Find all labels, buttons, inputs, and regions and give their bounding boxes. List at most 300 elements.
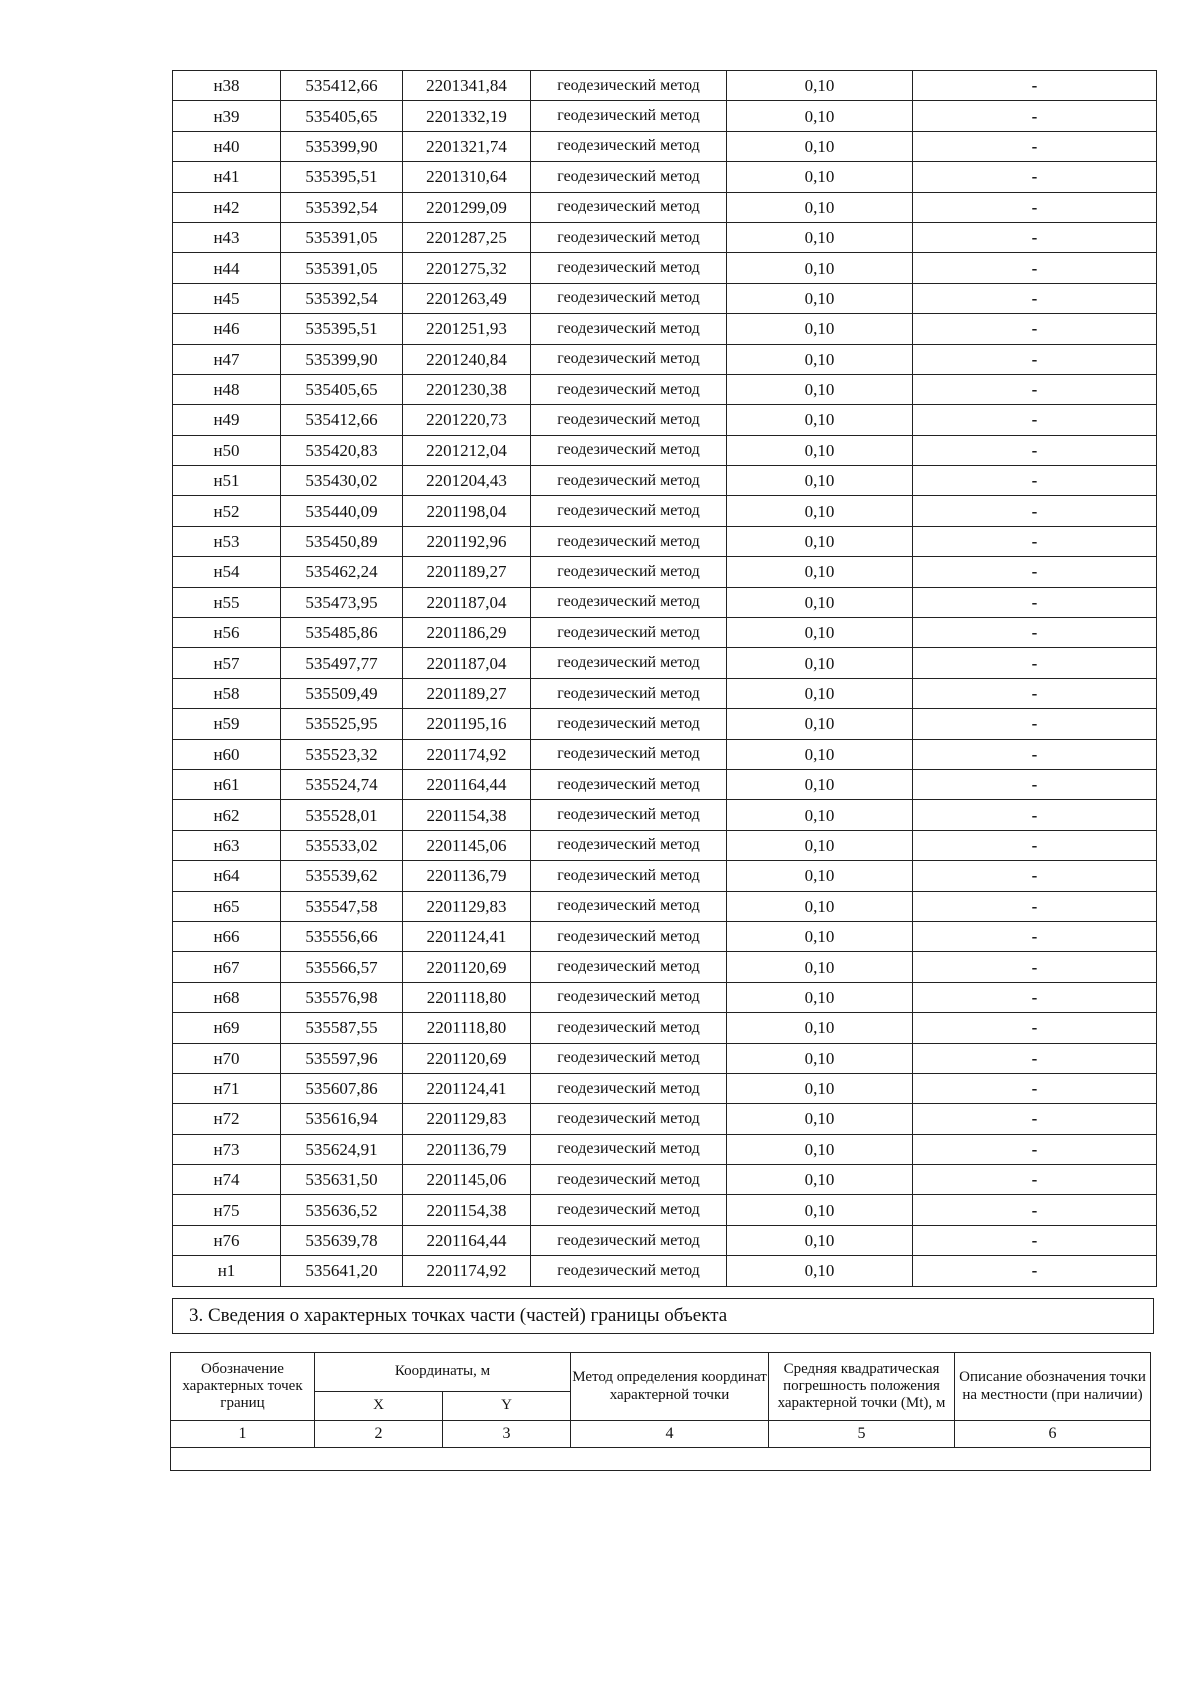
accuracy-cell: 0,10 <box>727 222 913 252</box>
header-coordinates: Координаты, м <box>315 1353 571 1392</box>
table-row <box>173 1073 1157 1103</box>
point-id-cell: н51 <box>173 466 281 496</box>
point-id-cell: н59 <box>173 709 281 739</box>
coord-x-cell: 535391,05 <box>281 253 403 283</box>
table-row <box>173 648 1157 678</box>
point-id-cell: н69 <box>173 1013 281 1043</box>
coord-y-cell: 2201145,06 <box>403 830 531 860</box>
column-number-2: 2 <box>315 1421 443 1448</box>
point-id-cell: н64 <box>173 861 281 891</box>
description-cell: - <box>913 800 1157 830</box>
method-cell: геодезический метод <box>531 1256 727 1286</box>
coord-x-cell: 535639,78 <box>281 1225 403 1255</box>
point-id-cell: н50 <box>173 435 281 465</box>
description-cell: - <box>913 344 1157 374</box>
coord-y-cell: 2201341,84 <box>403 71 531 101</box>
accuracy-cell: 0,10 <box>727 526 913 556</box>
coord-y-cell: 2201204,43 <box>403 466 531 496</box>
description-cell: - <box>913 253 1157 283</box>
point-id-cell: н67 <box>173 952 281 982</box>
coord-y-cell: 2201164,44 <box>403 769 531 799</box>
coord-y-cell: 2201332,19 <box>403 101 531 131</box>
method-cell: геодезический метод <box>531 1195 727 1225</box>
point-id-cell: н74 <box>173 1165 281 1195</box>
description-cell: - <box>913 496 1157 526</box>
table-row <box>173 192 1157 222</box>
empty-cell <box>171 1448 1151 1471</box>
coord-y-cell: 2201195,16 <box>403 709 531 739</box>
coord-x-cell: 535636,52 <box>281 1195 403 1225</box>
column-number-5: 5 <box>769 1421 955 1448</box>
point-id-cell: н65 <box>173 891 281 921</box>
coord-x-cell: 535556,66 <box>281 921 403 951</box>
method-cell: геодезический метод <box>531 800 727 830</box>
boundary-points-table <box>172 70 1157 1287</box>
accuracy-cell: 0,10 <box>727 648 913 678</box>
coord-y-cell: 2201186,29 <box>403 618 531 648</box>
table-row <box>173 466 1157 496</box>
accuracy-cell: 0,10 <box>727 1104 913 1134</box>
coord-x-cell: 535616,94 <box>281 1104 403 1134</box>
method-cell: геодезический метод <box>531 314 727 344</box>
description-cell: - <box>913 830 1157 860</box>
table-row <box>173 101 1157 131</box>
description-cell: - <box>913 162 1157 192</box>
description-cell: - <box>913 1256 1157 1286</box>
table-row <box>173 1225 1157 1255</box>
coord-y-cell: 2201120,69 <box>403 952 531 982</box>
method-cell: геодезический метод <box>531 1134 727 1164</box>
accuracy-cell: 0,10 <box>727 1225 913 1255</box>
accuracy-cell: 0,10 <box>727 1013 913 1043</box>
table-row <box>173 587 1157 617</box>
description-cell: - <box>913 587 1157 617</box>
column-number-3: 3 <box>443 1421 571 1448</box>
accuracy-cell: 0,10 <box>727 618 913 648</box>
point-id-cell: н46 <box>173 314 281 344</box>
method-cell: геодезический метод <box>531 222 727 252</box>
description-cell: - <box>913 1013 1157 1043</box>
coord-y-cell: 2201321,74 <box>403 131 531 161</box>
method-cell: геодезический метод <box>531 405 727 435</box>
coord-x-cell: 535420,83 <box>281 435 403 465</box>
coord-y-cell: 2201251,93 <box>403 314 531 344</box>
point-id-cell: н54 <box>173 557 281 587</box>
point-id-cell: н68 <box>173 982 281 1012</box>
description-cell: - <box>913 71 1157 101</box>
method-cell: геодезический метод <box>531 283 727 313</box>
table-row <box>173 861 1157 891</box>
method-cell: геодезический метод <box>531 769 727 799</box>
header-point-designation: Обозначение характерных точек границ <box>171 1353 315 1421</box>
point-id-cell: н63 <box>173 830 281 860</box>
coord-y-cell: 2201154,38 <box>403 1195 531 1225</box>
description-cell: - <box>913 466 1157 496</box>
description-cell: - <box>913 1043 1157 1073</box>
method-cell: геодезический метод <box>531 344 727 374</box>
coord-x-cell: 535528,01 <box>281 800 403 830</box>
coord-y-cell: 2201287,25 <box>403 222 531 252</box>
description-cell: - <box>913 526 1157 556</box>
accuracy-cell: 0,10 <box>727 253 913 283</box>
description-cell: - <box>913 1165 1157 1195</box>
coord-y-cell: 2201124,41 <box>403 1073 531 1103</box>
accuracy-cell: 0,10 <box>727 283 913 313</box>
point-id-cell: н38 <box>173 71 281 101</box>
coord-x-cell: 535524,74 <box>281 769 403 799</box>
method-cell: геодезический метод <box>531 587 727 617</box>
point-id-cell: н73 <box>173 1134 281 1164</box>
accuracy-cell: 0,10 <box>727 71 913 101</box>
description-cell: - <box>913 921 1157 951</box>
table-row <box>173 678 1157 708</box>
accuracy-cell: 0,10 <box>727 891 913 921</box>
description-cell: - <box>913 1073 1157 1103</box>
column-number-4: 4 <box>571 1421 769 1448</box>
table-row <box>173 891 1157 921</box>
coord-x-cell: 535395,51 <box>281 314 403 344</box>
point-id-cell: н76 <box>173 1225 281 1255</box>
coord-y-cell: 2201220,73 <box>403 405 531 435</box>
coord-x-cell: 535440,09 <box>281 496 403 526</box>
point-id-cell: н47 <box>173 344 281 374</box>
coord-x-cell: 535631,50 <box>281 1165 403 1195</box>
description-cell: - <box>913 435 1157 465</box>
accuracy-cell: 0,10 <box>727 557 913 587</box>
point-id-cell: н43 <box>173 222 281 252</box>
description-cell: - <box>913 648 1157 678</box>
coord-y-cell: 2201174,92 <box>403 1256 531 1286</box>
table-row <box>173 71 1157 101</box>
table-row <box>173 283 1157 313</box>
table-row <box>173 1013 1157 1043</box>
table-row <box>173 162 1157 192</box>
coord-x-cell: 535624,91 <box>281 1134 403 1164</box>
coord-y-cell: 2201136,79 <box>403 861 531 891</box>
table-row <box>173 131 1157 161</box>
description-cell: - <box>913 1104 1157 1134</box>
method-cell: геодезический метод <box>531 253 727 283</box>
accuracy-cell: 0,10 <box>727 952 913 982</box>
table-row <box>173 709 1157 739</box>
description-cell: - <box>913 405 1157 435</box>
accuracy-cell: 0,10 <box>727 1195 913 1225</box>
accuracy-cell: 0,10 <box>727 1134 913 1164</box>
accuracy-cell: 0,10 <box>727 496 913 526</box>
method-cell: геодезический метод <box>531 648 727 678</box>
coord-y-cell: 2201189,27 <box>403 678 531 708</box>
method-cell: геодезический метод <box>531 618 727 648</box>
method-cell: геодезический метод <box>531 557 727 587</box>
accuracy-cell: 0,10 <box>727 830 913 860</box>
table-row <box>173 982 1157 1012</box>
description-cell: - <box>913 1195 1157 1225</box>
coord-x-cell: 535405,65 <box>281 101 403 131</box>
accuracy-cell: 0,10 <box>727 374 913 404</box>
table-row <box>173 739 1157 769</box>
coord-y-cell: 2201187,04 <box>403 587 531 617</box>
method-cell: геодезический метод <box>531 1165 727 1195</box>
table-row <box>173 222 1157 252</box>
coord-x-cell: 535576,98 <box>281 982 403 1012</box>
coord-x-cell: 535392,54 <box>281 192 403 222</box>
coord-y-cell: 2201120,69 <box>403 1043 531 1073</box>
coord-x-cell: 535566,57 <box>281 952 403 982</box>
table-row <box>173 405 1157 435</box>
method-cell: геодезический метод <box>531 131 727 161</box>
description-cell: - <box>913 618 1157 648</box>
accuracy-cell: 0,10 <box>727 1165 913 1195</box>
accuracy-cell: 0,10 <box>727 344 913 374</box>
point-id-cell: н42 <box>173 192 281 222</box>
description-cell: - <box>913 709 1157 739</box>
description-cell: - <box>913 374 1157 404</box>
coord-y-cell: 2201145,06 <box>403 1165 531 1195</box>
accuracy-cell: 0,10 <box>727 800 913 830</box>
table-row <box>173 1256 1157 1286</box>
coord-y-cell: 2201154,38 <box>403 800 531 830</box>
coord-y-cell: 2201198,04 <box>403 496 531 526</box>
coord-x-cell: 535405,65 <box>281 374 403 404</box>
method-cell: геодезический метод <box>531 435 727 465</box>
table-row <box>173 496 1157 526</box>
point-id-cell: н61 <box>173 769 281 799</box>
coord-y-cell: 2201230,38 <box>403 374 531 404</box>
coord-x-cell: 535539,62 <box>281 861 403 891</box>
point-id-cell: н75 <box>173 1195 281 1225</box>
accuracy-cell: 0,10 <box>727 587 913 617</box>
table-row <box>173 830 1157 860</box>
point-id-cell: н48 <box>173 374 281 404</box>
coord-y-cell: 2201187,04 <box>403 648 531 678</box>
header-y: Y <box>443 1392 571 1421</box>
description-cell: - <box>913 891 1157 921</box>
table-row <box>173 952 1157 982</box>
table-row <box>173 344 1157 374</box>
table-row <box>173 769 1157 799</box>
point-id-cell: н62 <box>173 800 281 830</box>
header-row <box>171 1353 1151 1392</box>
point-id-cell: н57 <box>173 648 281 678</box>
method-cell: геодезический метод <box>531 192 727 222</box>
coord-x-cell: 535412,66 <box>281 71 403 101</box>
point-id-cell: н66 <box>173 921 281 951</box>
description-cell: - <box>913 131 1157 161</box>
accuracy-cell: 0,10 <box>727 314 913 344</box>
point-id-cell: н52 <box>173 496 281 526</box>
table-row <box>173 557 1157 587</box>
method-cell: геодезический метод <box>531 709 727 739</box>
point-id-cell: н44 <box>173 253 281 283</box>
section-3-title: 3. Сведения о характерных точках части (частей) границы объекта <box>172 1298 1154 1334</box>
coord-y-cell: 2201275,32 <box>403 253 531 283</box>
table-row <box>173 526 1157 556</box>
description-cell: - <box>913 739 1157 769</box>
accuracy-cell: 0,10 <box>727 739 913 769</box>
header-accuracy: Средняя квадратическая погрешность положения характерной точки (Mt), м <box>769 1353 955 1421</box>
coord-y-cell: 2201263,49 <box>403 283 531 313</box>
point-id-cell: н72 <box>173 1104 281 1134</box>
table-row <box>173 253 1157 283</box>
coord-x-cell: 535412,66 <box>281 405 403 435</box>
accuracy-cell: 0,10 <box>727 861 913 891</box>
accuracy-cell: 0,10 <box>727 678 913 708</box>
coord-x-cell: 535395,51 <box>281 162 403 192</box>
coord-y-cell: 2201129,83 <box>403 891 531 921</box>
coord-x-cell: 535462,24 <box>281 557 403 587</box>
method-cell: геодезический метод <box>531 1073 727 1103</box>
coord-x-cell: 535533,02 <box>281 830 403 860</box>
accuracy-cell: 0,10 <box>727 921 913 951</box>
point-id-cell: н58 <box>173 678 281 708</box>
method-cell: геодезический метод <box>531 1104 727 1134</box>
method-cell: геодезический метод <box>531 861 727 891</box>
method-cell: геодезический метод <box>531 1225 727 1255</box>
coord-y-cell: 2201174,92 <box>403 739 531 769</box>
point-id-cell: н40 <box>173 131 281 161</box>
coord-x-cell: 535587,55 <box>281 1013 403 1043</box>
part-points-table <box>170 1352 1151 1471</box>
description-cell: - <box>913 678 1157 708</box>
coord-y-cell: 2201240,84 <box>403 344 531 374</box>
coord-y-cell: 2201118,80 <box>403 1013 531 1043</box>
coord-y-cell: 2201189,27 <box>403 557 531 587</box>
accuracy-cell: 0,10 <box>727 982 913 1012</box>
table-row <box>173 435 1157 465</box>
coord-y-cell: 2201192,96 <box>403 526 531 556</box>
table-row <box>173 374 1157 404</box>
column-number-1: 1 <box>171 1421 315 1448</box>
description-cell: - <box>913 769 1157 799</box>
coord-x-cell: 535597,96 <box>281 1043 403 1073</box>
method-cell: геодезический метод <box>531 374 727 404</box>
empty-row <box>171 1448 1151 1471</box>
point-id-cell: н70 <box>173 1043 281 1073</box>
method-cell: геодезический метод <box>531 1013 727 1043</box>
accuracy-cell: 0,10 <box>727 131 913 161</box>
point-id-cell: н71 <box>173 1073 281 1103</box>
coord-x-cell: 535525,95 <box>281 709 403 739</box>
accuracy-cell: 0,10 <box>727 405 913 435</box>
coord-y-cell: 2201299,09 <box>403 192 531 222</box>
coord-y-cell: 2201164,44 <box>403 1225 531 1255</box>
accuracy-cell: 0,10 <box>727 769 913 799</box>
coord-x-cell: 535607,86 <box>281 1073 403 1103</box>
description-cell: - <box>913 192 1157 222</box>
coord-x-cell: 535641,20 <box>281 1256 403 1286</box>
method-cell: геодезический метод <box>531 921 727 951</box>
table-row <box>173 1104 1157 1134</box>
description-cell: - <box>913 861 1157 891</box>
coord-x-cell: 535392,54 <box>281 283 403 313</box>
coord-x-cell: 535399,90 <box>281 344 403 374</box>
table-row <box>173 1195 1157 1225</box>
column-number-6: 6 <box>955 1421 1151 1448</box>
accuracy-cell: 0,10 <box>727 709 913 739</box>
method-cell: геодезический метод <box>531 526 727 556</box>
coord-x-cell: 535509,49 <box>281 678 403 708</box>
method-cell: геодезический метод <box>531 466 727 496</box>
coord-x-cell: 535547,58 <box>281 891 403 921</box>
point-id-cell: н56 <box>173 618 281 648</box>
point-id-cell: н45 <box>173 283 281 313</box>
header-x: X <box>315 1392 443 1421</box>
method-cell: геодезический метод <box>531 982 727 1012</box>
table-row <box>173 314 1157 344</box>
method-cell: геодезический метод <box>531 952 727 982</box>
point-id-cell: н39 <box>173 101 281 131</box>
coord-y-cell: 2201124,41 <box>403 921 531 951</box>
coord-x-cell: 535399,90 <box>281 131 403 161</box>
coord-x-cell: 535497,77 <box>281 648 403 678</box>
accuracy-cell: 0,10 <box>727 101 913 131</box>
accuracy-cell: 0,10 <box>727 435 913 465</box>
accuracy-cell: 0,10 <box>727 1073 913 1103</box>
description-cell: - <box>913 557 1157 587</box>
point-id-cell: н60 <box>173 739 281 769</box>
method-cell: геодезический метод <box>531 496 727 526</box>
coord-y-cell: 2201118,80 <box>403 982 531 1012</box>
point-id-cell: н53 <box>173 526 281 556</box>
accuracy-cell: 0,10 <box>727 1043 913 1073</box>
accuracy-cell: 0,10 <box>727 466 913 496</box>
description-cell: - <box>913 982 1157 1012</box>
method-cell: геодезический метод <box>531 891 727 921</box>
description-cell: - <box>913 1134 1157 1164</box>
description-cell: - <box>913 222 1157 252</box>
point-id-cell: н1 <box>173 1256 281 1286</box>
coord-x-cell: 535473,95 <box>281 587 403 617</box>
coord-x-cell: 535485,86 <box>281 618 403 648</box>
description-cell: - <box>913 314 1157 344</box>
method-cell: геодезический метод <box>531 678 727 708</box>
point-id-cell: н49 <box>173 405 281 435</box>
column-numbers-row <box>171 1421 1151 1448</box>
table-row <box>173 1043 1157 1073</box>
description-cell: - <box>913 952 1157 982</box>
coord-x-cell: 535523,32 <box>281 739 403 769</box>
coord-y-cell: 2201136,79 <box>403 1134 531 1164</box>
table-row <box>173 921 1157 951</box>
description-cell: - <box>913 283 1157 313</box>
coord-y-cell: 2201212,04 <box>403 435 531 465</box>
accuracy-cell: 0,10 <box>727 162 913 192</box>
header-method: Метод определения координат характерной точки <box>571 1353 769 1421</box>
method-cell: геодезический метод <box>531 101 727 131</box>
method-cell: геодезический метод <box>531 71 727 101</box>
coord-y-cell: 2201310,64 <box>403 162 531 192</box>
coord-x-cell: 535391,05 <box>281 222 403 252</box>
coord-x-cell: 535450,89 <box>281 526 403 556</box>
point-id-cell: н41 <box>173 162 281 192</box>
header-description: Описание обозначения точки на местности (при наличии) <box>955 1353 1151 1421</box>
point-id-cell: н55 <box>173 587 281 617</box>
method-cell: геодезический метод <box>531 162 727 192</box>
method-cell: геодезический метод <box>531 830 727 860</box>
description-cell: - <box>913 1225 1157 1255</box>
method-cell: геодезический метод <box>531 739 727 769</box>
table-row <box>173 1165 1157 1195</box>
accuracy-cell: 0,10 <box>727 1256 913 1286</box>
coord-y-cell: 2201129,83 <box>403 1104 531 1134</box>
coord-x-cell: 535430,02 <box>281 466 403 496</box>
boundary-points-body <box>173 71 1157 1287</box>
accuracy-cell: 0,10 <box>727 192 913 222</box>
table-row <box>173 800 1157 830</box>
table-row <box>173 618 1157 648</box>
description-cell: - <box>913 101 1157 131</box>
method-cell: геодезический метод <box>531 1043 727 1073</box>
